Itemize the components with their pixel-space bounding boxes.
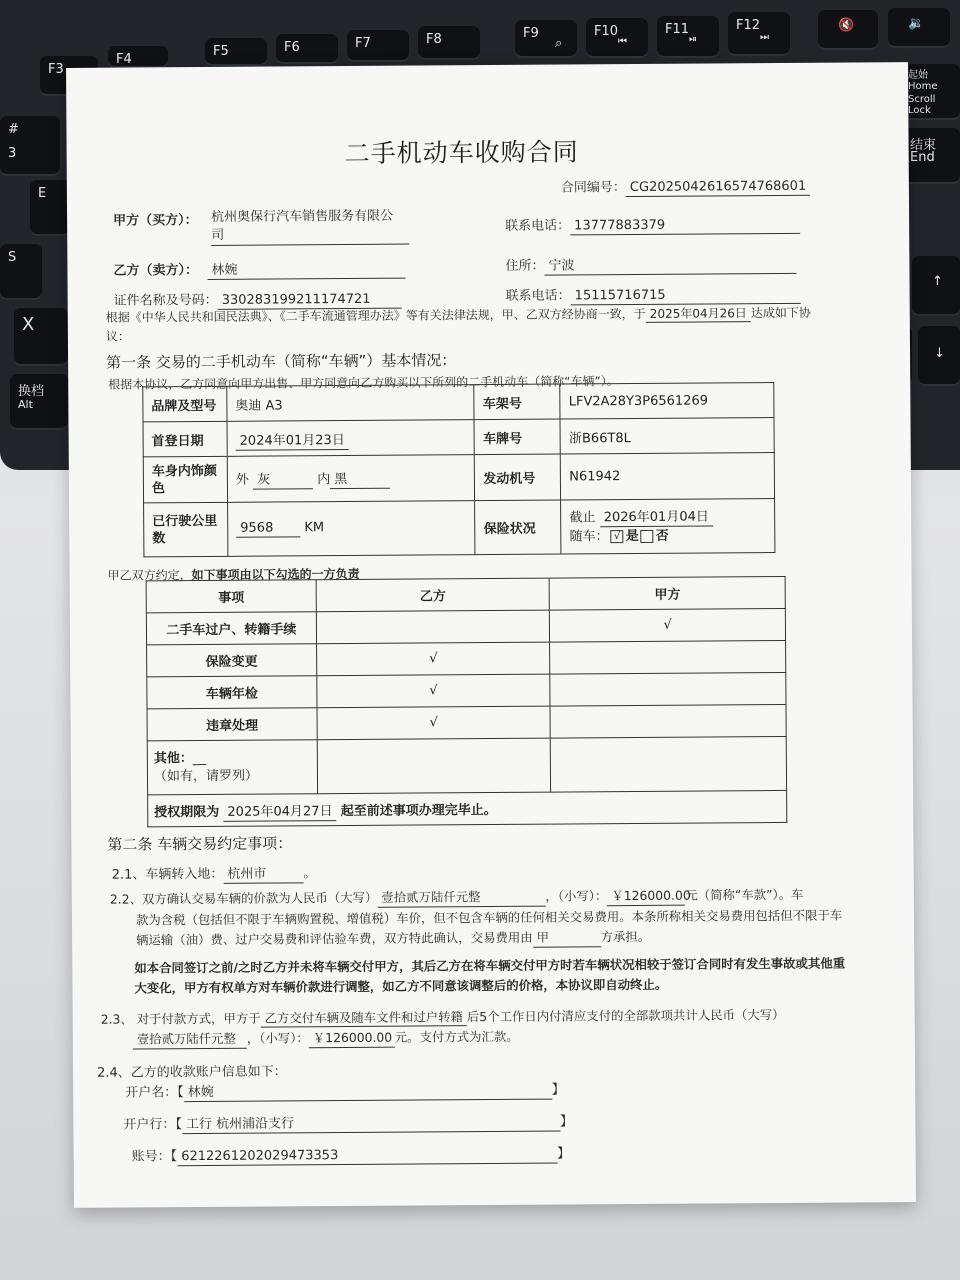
other-items: 其他：__ （如有，请罗列） xyxy=(147,740,317,795)
volume-icon: 🔉 xyxy=(908,16,925,31)
contract-no-value: CG2025042616574768601 xyxy=(626,179,810,197)
account-bank: 开户行：【 工行 杭州浦沿支行 】 xyxy=(123,1110,573,1134)
key-3[interactable]: # 3 xyxy=(0,116,60,176)
key-f7[interactable]: F7 xyxy=(347,30,409,62)
plate-value: 浙B66T8L xyxy=(560,418,774,454)
key-f3[interactable]: F3 xyxy=(40,56,98,96)
key-x[interactable]: X xyxy=(14,308,68,366)
intro-text: 根据《中华人民共和国民法典》、《二手车流通管理办法》等有关法律法规，甲、乙双方经协商一致，于 2025年04月26日 达成如下协 xyxy=(105,305,811,325)
insurance-no-checkbox[interactable] xyxy=(641,529,654,542)
key-home[interactable]: 起始 Home Scroll Lock xyxy=(900,64,960,120)
col-buyer-header: 甲方 xyxy=(550,576,786,610)
insurance-label: 保险状况 xyxy=(475,500,561,555)
key-f5[interactable]: F5 xyxy=(205,38,267,66)
play-pause-icon: ⏯ xyxy=(689,34,697,45)
seller-phone: 联系电话： 15115716715 xyxy=(506,283,801,306)
page-title: 二手机动车收购合同 xyxy=(344,137,579,169)
table-row xyxy=(147,736,786,794)
clause-2-1: 2.1、车辆转入地： 杭州市 。 xyxy=(112,862,317,884)
col-item-header: 事项 xyxy=(146,580,316,613)
brand-label: 品牌及型号 xyxy=(143,386,227,422)
key-f4[interactable]: F4 xyxy=(108,46,168,68)
key-f10[interactable]: F10 ⏮ xyxy=(586,18,648,58)
table-row xyxy=(143,453,774,503)
color-label: 车身内饰颜 色 xyxy=(143,456,227,503)
mute-icon: 🔇 xyxy=(838,18,855,33)
article1-desc: 根据本协议，乙方同意向甲方出售、甲方同意向乙方购买以下所列的二手机动车（简称“车辆”）。 xyxy=(108,374,619,392)
clause-2-3: 2.3、 对于付款方式，甲方于 乙方交付车辆及随车文件和过户转籍 后5个工作日内付清应支付的全部款项共计人民币（大写） xyxy=(100,1006,785,1027)
key-end[interactable]: 结束 End xyxy=(902,128,960,184)
authorization-period: 授权期限为 2025年04月27日 起至前述事项办理完毕止。 xyxy=(148,790,787,826)
col-seller-header: 乙方 xyxy=(316,578,550,612)
intro-text-end: 议： xyxy=(105,329,130,344)
next-track-icon: ⏭ xyxy=(760,32,769,43)
key-f9[interactable]: F9 ⌕ xyxy=(515,20,577,58)
clause-2-4: 2.4、乙方的收款账户信息如下： xyxy=(96,1064,287,1081)
seller-label: 乙方（卖方）： xyxy=(113,263,199,279)
key-volume[interactable] xyxy=(888,8,950,48)
table-row xyxy=(144,499,775,557)
mileage-value: 9568 KM xyxy=(228,501,476,557)
prev-track-icon: ⏮ xyxy=(618,36,627,47)
color-value: 外 灰 内 黑 xyxy=(227,455,475,503)
responsibility-table xyxy=(146,576,788,827)
seller-address: 住所： 宁波 xyxy=(505,253,796,276)
key-alt[interactable]: 换档 Alt xyxy=(10,374,68,430)
search-icon: ⌕ xyxy=(555,36,563,51)
buyer-name: 杭州奥保行汽车销售服务有限公 司 xyxy=(211,208,409,246)
reg-date-label: 首登日期 xyxy=(143,421,227,457)
key-e[interactable]: E xyxy=(30,180,70,236)
plate-label: 车牌号 xyxy=(474,419,560,455)
article2-heading: 第二条 车辆交易约定事项： xyxy=(107,834,293,854)
id-field: 证件名称及号码： 330283199211174721 xyxy=(114,288,402,311)
table-row: 二手车过户、转籍手续 √ xyxy=(146,608,785,644)
article1-heading: 第一条 交易的二手机动车（简称“车辆”）基本情况： xyxy=(106,351,457,372)
engine-label: 发动机号 xyxy=(475,454,561,501)
buyer-label: 甲方（买方）： xyxy=(113,213,198,229)
contract-no: 合同编号： CG2025042616574768601 xyxy=(561,175,810,196)
vin-value: LFV2A28Y3P6561269 xyxy=(560,383,774,419)
insurance-yes-checkbox[interactable]: √ xyxy=(611,530,624,543)
table-row xyxy=(143,418,774,457)
key-f11[interactable]: F11 ⏯ xyxy=(657,16,719,58)
key-f6[interactable]: F6 xyxy=(276,34,338,64)
table-row: 车辆年检 √ xyxy=(147,672,786,708)
brand-value: 奥迪 A3 xyxy=(227,385,475,422)
key-up[interactable]: ↑ xyxy=(912,256,960,316)
resp-intro: 甲乙双方约定，如下事项由以下勾选的一方负责 xyxy=(107,566,360,583)
price-adjust-clause: 如本合同签订之前/之时乙方并未将车辆交付甲方，其后乙方在将车辆交付甲方时若车辆状况相较于签订合同时有发生事故或其他重 xyxy=(134,955,846,976)
vehicle-table xyxy=(142,382,775,557)
key-mute[interactable] xyxy=(818,10,878,50)
clause-2-2: 2.2、双方确认交易车辆的价款为人民币（大写） 壹拾贰万陆仟元整 ，（小写）： ￥126000.00元（简称“车款”）。车 xyxy=(109,886,804,907)
insurance-value: 截止 2026年01月04日 随车： √ 是 否 xyxy=(561,499,775,554)
table-row xyxy=(146,576,785,612)
seller-name: 林婉 xyxy=(207,258,405,280)
table-row: 保险变更 √ xyxy=(147,640,786,676)
account-name: 开户名：【 林婉 】 xyxy=(125,1078,565,1102)
table-row xyxy=(148,790,787,826)
key-f12[interactable]: F12 ⏭ xyxy=(728,12,790,56)
mileage-label: 已行驶公里 数 xyxy=(144,502,228,557)
key-f8[interactable]: F8 xyxy=(418,26,480,60)
buyer-phone: 联系电话： 13777883379 xyxy=(505,213,800,236)
vin-label: 车架号 xyxy=(474,384,560,420)
key-s[interactable]: S xyxy=(0,244,42,300)
contract-page: 二手机动车收购合同 合同编号： CG2025042616574768601 甲方（买方）： 杭州奥保行汽车销售服务有限公 司 联系电话： 13777883379 乙方（卖方）： 林婉 住所： 宁波 证件名称及号码： 330283199211174721 联系电话： 15115716715 根据《中华人民共和国民法典》、《二手车流通管理办法》等有关法律法规，甲、乙双方经协商一致，于 2025年04月26日 达成如下协 议： 第一条 交易的二手机动车（简称“车辆”）基本情况： 根据本协议，乙方同意向甲方出售、甲方同意向乙方购买以下所列的二手机动车（简称“车辆”）。 品牌及型号 奥迪 A3 车架号 LFV2A28Y3P6561269 首登日期 2024年01月23日 车牌号 浙B66T8L 车身内饰颜 色 外 灰 内 黑 发动机号 N61942 已行驶公里 数 9568 KM 保险状况 截止 2026年01月04日 随车： √ 是 否 甲乙双方约定，如下事项由以下勾选的一方负责 事项 乙方 甲方 二手车过户、转籍手续 √ 保险变更 √ 车辆年检 √ 违章处理 √ 其他：__ （如有，请罗列） 授权期限为 2025年04月27日 起至前述事项办理完毕止。 第二条 车辆交易约定事项： 2.1、车辆转入地： 杭州市 。 2.2、双方确认交易车辆的价款为人民币（大写） 壹拾贰万陆仟元整 ，（小写）： ￥126000.00元（简称“车款”）。车 款为含税（包括但不限于车辆购置税、增值税）车价，但不包含车辆的任何相关交易费用。本条所称相关交易费用包括但不限于车 辆运输（油）费、过户交易费和评估验车费，双方特此确认，交易费用由 甲 方承担。 如本合同签订之前/之时乙方并未将车辆交付甲方，其后乙方在将车辆交付甲方时若车辆状况相较于签订合同时有发生事故或其他重 大变化，甲方有权单方对车辆价款进行调整，如乙方不同意该调整后的价格，本协议即自动终止。 2.3、 对于付款方式，甲方于 乙方交付车辆及随车文件和过户转籍 后5个工作日内付清应支付的全部款项共计人民币（大写） 壹拾贰万陆仟元整 ，（小写）： ￥126000.00 元。支付方式为汇款。 2.4、乙方的收款账户信息如下： 开户名：【 林婉 】 开户行：【 工行 杭州浦沿支行 】 账号：【 6212261202029473353 】 xyxy=(66,62,916,1208)
engine-value: N61942 xyxy=(561,453,775,500)
reg-date-value: 2024年01月23日 xyxy=(227,420,475,457)
table-row: 违章处理 √ xyxy=(147,704,786,740)
account-number: 账号：【 6212261202029473353 】 xyxy=(131,1146,571,1165)
table-row xyxy=(143,383,774,422)
key-down[interactable]: ↓ xyxy=(918,326,960,386)
